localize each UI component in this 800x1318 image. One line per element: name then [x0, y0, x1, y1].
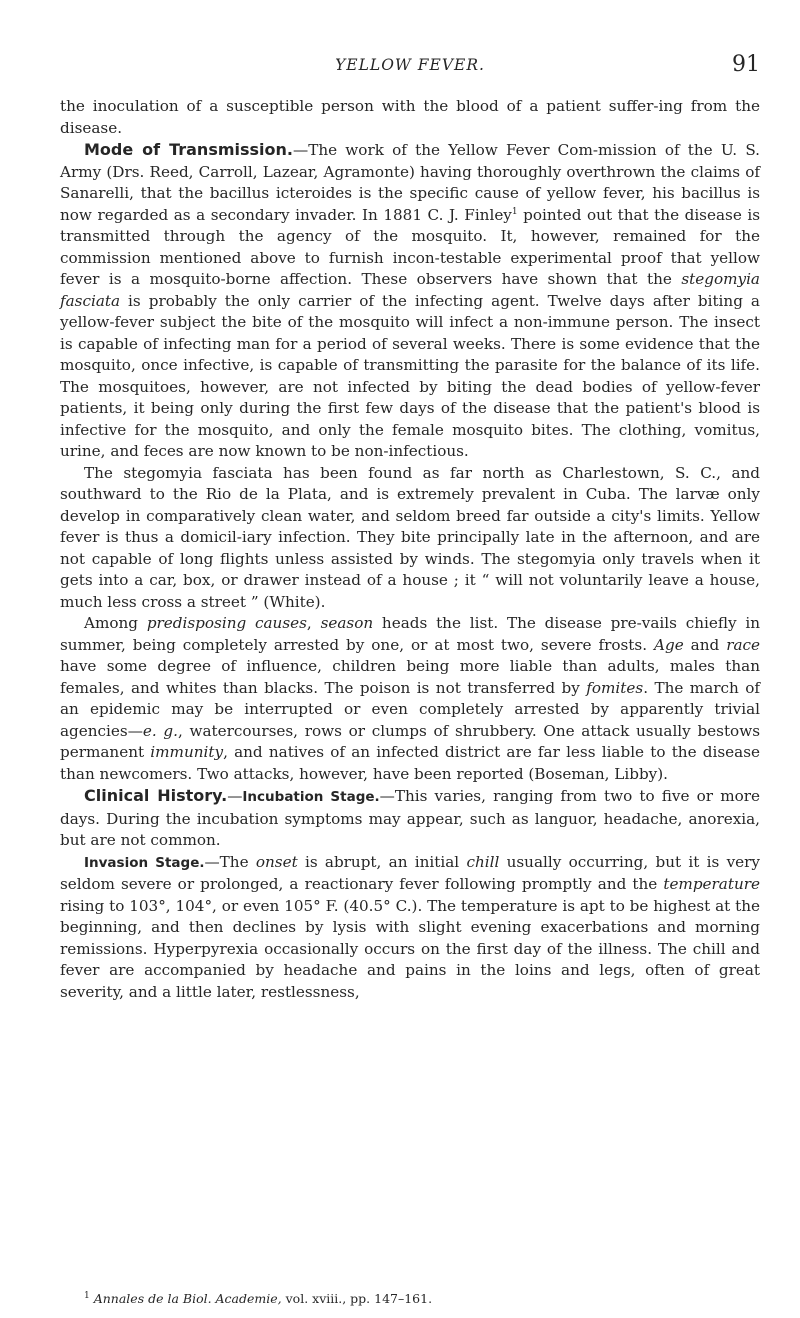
text-run: —	[227, 787, 243, 805]
italic-term: chill	[466, 852, 500, 871]
italic-term: race	[726, 635, 760, 654]
text-run: pointed out that the disease is transmitted through the agency of the mosquito. It, however, remained for the commission mentioned above to furnish incon-testable experimental proof that yellow fever is a mosquito-borne affection. These observers have shown that the	[60, 205, 760, 288]
paragraph	[60, 96, 760, 139]
text-run: heads the list. The disease pre-vails chiefly in summer, being completely arrested by one, or at most two, severe frosts.	[60, 614, 760, 654]
text-run: —The	[204, 852, 256, 871]
italic-term: stegomyia fasciata	[60, 270, 760, 310]
paragraph	[60, 852, 760, 1004]
text-run: The stegomyia fasciata has been found as far north as Charlestown, S. C., and southward to the Rio de la Plata, and is extremely prevalent in Cuba. The larvæ only develop in comparatively clean water, and seldom breed far outside a city's limits. Yellow fever is thus a domicil-iary infection. They bite principally late in the afternoon, and are not capable of long flights unless assisted by winds. The stegomyia only travels when it gets into a car, box, or drawer instead of a house ; it “ will not voluntarily leave a house, much less cross a street ” (White).	[60, 463, 760, 611]
section-heading: Mode of Transmission.	[84, 140, 293, 159]
text-run: . The march of an epidemic may be interrupted or even completely arrested by apparently trivial agencies—	[60, 678, 760, 740]
text-run: —The work of the Yellow Fever Com-mission of the U. S. Army (Drs. Reed, Carroll, Lazear, Agramonte) having thoroughly overthrown the claims of Sanarelli, that the bacillus icteroides is the specific cause of yellow fever, his bacillus is now regarded as a secondary invader. In 1881 C. J. Finley	[60, 141, 761, 224]
page-number: 91	[732, 52, 760, 77]
text-run: is probably the only carrier of the infecting agent. Twelve days after biting a yellow-fever subject the bite of the mosquito will infect a non-immune person. The insect is capable of infecting man for a period of several weeks. There is some evidence that the mosquito, once infective, is capable of transmitting the parasite for the balance of its life. The mosquitoes, however, are not infected by biting the dead bodies of yellow-fever patients, it being only during the first few days of the disease that the patient's blood is infective for the mosquito, and only the female mosquito bites. The clothing, vomitus, urine, and feces are now known to be non-infectious.	[60, 291, 760, 460]
text-run: is abrupt, an initial	[297, 852, 467, 871]
footnote-citation: Annales de la Biol. Academie,	[93, 1291, 282, 1306]
footnote-ref: 1	[511, 206, 518, 217]
text-run: —This varies, ranging from two to five or more days. During the incubation symptoms may appear, such as languor, headache, anorexia, but are not common.	[60, 787, 760, 849]
text-run: usually occurring, but it is very seldom severe or prolonged, a reactionary fever following promptly and the	[60, 852, 760, 893]
text-run: ,	[306, 614, 321, 632]
paragraph	[60, 463, 760, 614]
italic-term: immunity	[150, 743, 224, 761]
text-run: , watercourses, rows or clumps of shrubbery. One attack usually bestows permanent	[60, 721, 760, 761]
page-header	[60, 52, 760, 86]
text-run: the inoculation of a susceptible person with the blood of a patient suffer-ing from the disease.	[60, 97, 760, 137]
paragraph	[60, 785, 760, 852]
body-text	[60, 96, 760, 1003]
running-title: YELLOW FEVER.	[335, 56, 485, 74]
footnote-reference: vol. xviii., pp. 147–161.	[281, 1291, 433, 1306]
paragraph	[60, 139, 760, 463]
footnote-marker: 1	[84, 1290, 90, 1301]
text-run: have some degree of influence, children being more liable than adults, males than females, and whites than blacks. The poison is not transferred by	[60, 657, 760, 697]
text-run: Among	[84, 614, 147, 632]
subsection-heading: Invasion Stage.	[84, 854, 205, 871]
footnote	[60, 1291, 760, 1307]
italic-term: e. g.	[142, 721, 178, 740]
section-heading: Clinical History.	[84, 786, 228, 805]
italic-term: temperature	[663, 875, 760, 893]
italic-term: season	[320, 614, 374, 632]
text-run: , and natives of an infected district are far less liable to the disease than newcomers. Two attacks, however, have been reported (Boseman, Libby).	[60, 743, 760, 783]
subsection-heading: Incubation Stage.	[242, 789, 380, 805]
italic-term: fomites	[586, 678, 644, 697]
text-run: and	[683, 635, 727, 654]
text-run: rising to 103°, 104°, or even 105° F. (40.5° C.). The temperature is apt to be highest at the beginning, and then declines by lysis with slight evening exacerbations and morning remissions. Hyperpyrexia occasionally occurs on the first day of the illness. The chill and fever are accompanied by headache and pains in the loins and legs, often of great severity, and a little later, restlessness,	[60, 896, 760, 1001]
italic-term: onset	[255, 852, 298, 871]
italic-term: predisposing causes	[146, 614, 307, 632]
italic-term: Age	[654, 635, 684, 654]
paragraph	[60, 613, 760, 785]
